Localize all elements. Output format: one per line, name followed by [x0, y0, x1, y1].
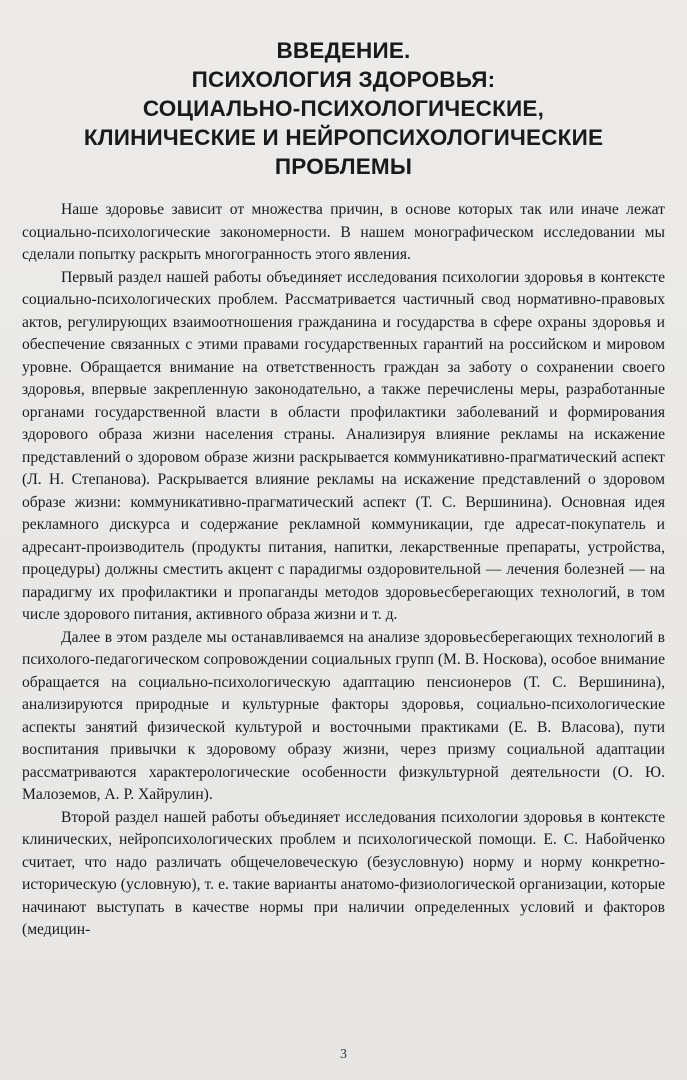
body-text — [22, 199, 665, 942]
heading-line-4: КЛИНИЧЕСКИЕ И НЕЙРОПСИХОЛОГИЧЕСКИЕ — [83, 125, 604, 150]
paragraph-3: Далее в этом разделе мы останавливаемся на анализе здоровьесберегающих технологий в психолого-педагогическом сопровождении социальных групп (М. В. Носкова), особое внимание обращается на социально-психологическую адаптацию пенсионеров (Т. С. Вершинина), анализируются природные и культурные факторы здоровья, социально-психологические аспекты занятий физической культурой и восточными практиками (Е. В. Власова), пути воспитания привычки к здоровому образу жизни, через призму социальной адаптации рассматриваются характерологические особенности физкультурной деятельности (О. Ю. Малоземов, А. Р. Хайрулин). — [22, 628, 665, 803]
heading-line-2: ПСИХОЛОГИЯ ЗДОРОВЬЯ: — [191, 67, 496, 92]
heading-line-5: ПРОБЛЕМЫ — [274, 154, 413, 179]
paragraph-4: Второй раздел нашей работы объединяет исследования психологии здоровья в контексте клинических, нейропсихологических проблем и психологической помощи. Е. С. Набойченко считает, что надо различать общечеловеческую (безусловную) норму и норму конкретно-историческую (условную), т. е. такие варианты анатомо-физиологической организации, которые начинают выступать в качестве нормы при наличии определенных условий и факторов (медицин- — [22, 808, 665, 938]
paragraph-2: Первый раздел нашей работы объединяет исследования психологии здоровья в контексте социально-психологических проблем. Рассматривается частичный свод нормативно-правовых актов, регулирующих взаимоотношения гражданина и государства в сфере охраны здоровья и обеспечение связанных с этими правами государственных гарантий на российском и мировом уровне. Обращается внимание на ответственность граждан за заботу о сохранении своего здоровья, впервые закрепленную законодательно, а также перечислены меры, разработанные органами государственной власти в области профилактики заболеваний и формирования здорового образа жизни населения страны. Анализируя влияние рекламы на искажение представлений о здоровом образе жизни раскрывается коммуникативно-прагматический аспект (Л. Н. Степанова). Раскрывается влияние рекламы на искажение представлений о здоровом образе жизни: коммуникативно-прагматический аспект (Т. С. Вершинина). Основная идея рекламного дискурса и содержание рекламной коммуникации, где адресат-покупатель и адресант-производитель (продукты питания, напитки, лекарственные препараты, устройства, процедуры) должны сместить акцент с парадигмы оздоровительной — лечения болезней — на парадигму их профилактики и пропаганды методов здоровьесберегающих технологий, в том числе здорового питания, активного образа жизни и т. д. — [22, 268, 665, 623]
paragraph-1: Наше здоровье зависит от множества причин, в основе которых так или иначе лежат социально-психологические закономерности. В нашем монографическом исследовании мы сделали попытку раскрыть многогранность этого явления. — [22, 201, 665, 263]
heading-line-3: СОЦИАЛЬНО-ПСИХОЛОГИЧЕСКИЕ, — [142, 96, 545, 121]
heading-line-1: ВВЕДЕНИЕ. — [276, 38, 411, 63]
chapter-heading — [22, 36, 665, 181]
page-number: 3 — [340, 1047, 347, 1062]
